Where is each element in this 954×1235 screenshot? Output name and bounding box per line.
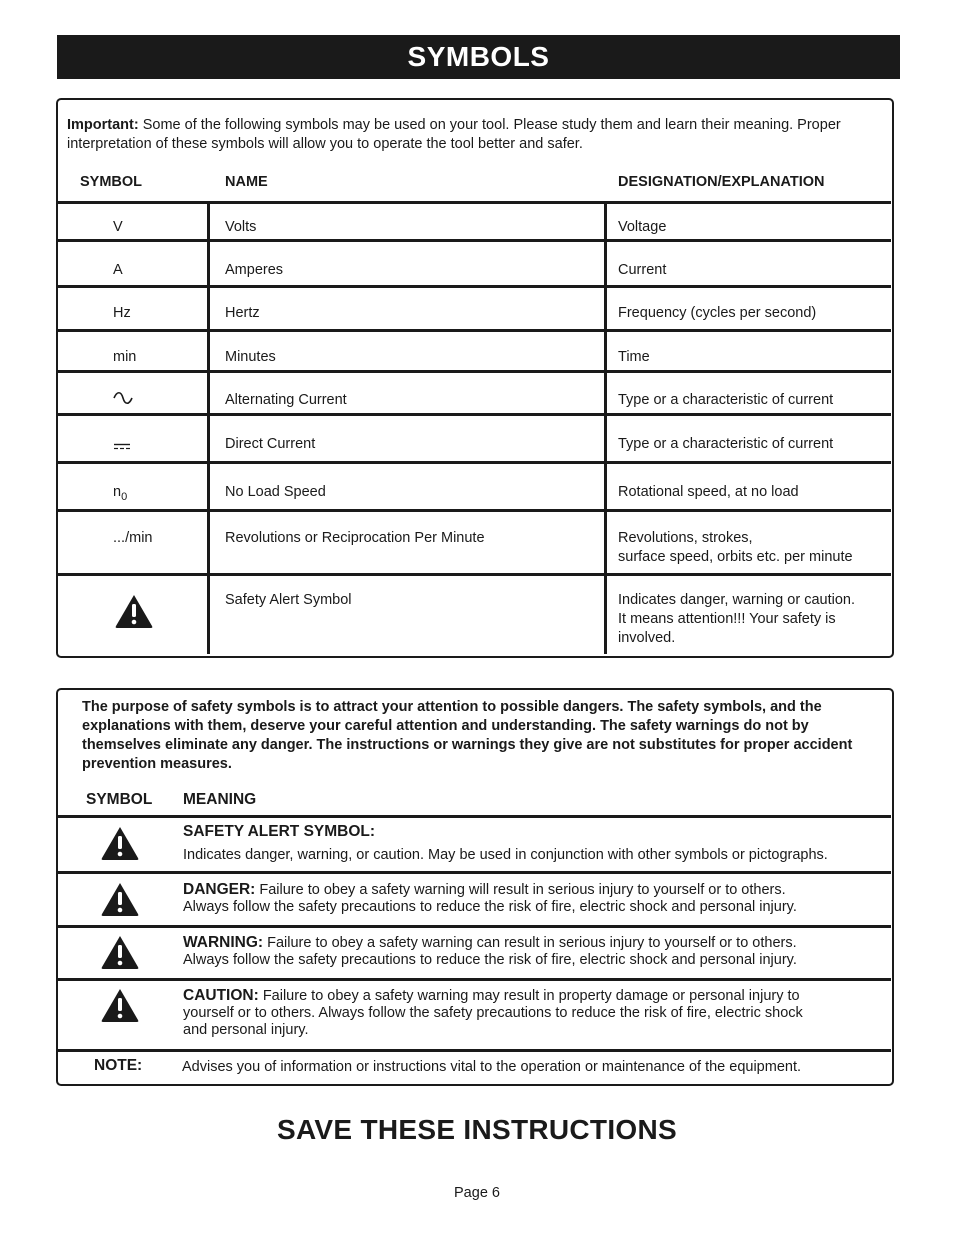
designation-minutes: Time xyxy=(618,349,650,365)
alternating-current-icon xyxy=(113,390,133,411)
symbol-hertz: Hz xyxy=(113,305,131,321)
name-alternating-current: Alternating Current xyxy=(225,392,347,408)
danger-alert-icon xyxy=(100,881,140,917)
designation-no-load-speed: Rotational speed, at no load xyxy=(618,484,799,500)
table-rule xyxy=(58,871,891,874)
table-rule xyxy=(58,978,891,981)
table-rule xyxy=(58,285,891,288)
safety-alert-text: Indicates danger, warning, or caution. May be used in conjunction with other symbols or pictographs. xyxy=(183,847,828,863)
designation-per-minute: Revolutions, strokes, surface speed, orbits etc. per minute xyxy=(618,530,853,565)
warning-label: WARNING: xyxy=(183,934,264,951)
safety-alert-label: SAFETY ALERT SYMBOL: xyxy=(183,823,376,840)
direct-current-icon xyxy=(114,438,130,456)
table-rule xyxy=(58,329,891,332)
important-text: Some of the following symbols may be used on your tool. Please study them and learn their meaning. Proper interpretation of these symbols will allow you to operate the tool better and safer. xyxy=(67,117,841,152)
table-rule xyxy=(58,509,891,512)
warning-alert-icon xyxy=(100,934,140,970)
caution-alert-icon xyxy=(100,987,140,1023)
table-rule xyxy=(58,573,891,576)
name-volts: Volts xyxy=(225,219,257,235)
name-no-load-speed: No Load Speed xyxy=(225,484,326,500)
table-rule xyxy=(58,239,891,242)
danger-meaning: DANGER: Failure to obey a safety warning will result in serious injury to yourself or to others. Always follow the safety precautions to reduce the risk of fire, electric shock and personal injury. xyxy=(183,881,797,915)
name-hertz: Hertz xyxy=(225,305,260,321)
note-label: NOTE: xyxy=(94,1057,143,1074)
safety-meanings-table xyxy=(56,688,894,1086)
name-safety-alert: Safety Alert Symbol xyxy=(225,592,352,608)
table-rule xyxy=(58,370,891,373)
header-meaning: MEANING xyxy=(183,791,257,808)
designation-direct-current: Type or a characteristic of current xyxy=(618,436,834,452)
page-title: SYMBOLS xyxy=(57,35,900,79)
symbol-per-minute: .../min xyxy=(113,530,153,546)
save-instructions-heading: SAVE THESE INSTRUCTIONS xyxy=(277,1114,677,1145)
table-rule xyxy=(58,413,891,416)
symbol-volts: V xyxy=(113,219,123,235)
header-name: NAME xyxy=(225,174,268,190)
table-rule xyxy=(58,815,891,818)
table-rule xyxy=(58,1049,891,1052)
important-note xyxy=(67,116,892,154)
name-minutes: Minutes xyxy=(225,349,276,365)
warning-meaning: WARNING: Failure to obey a safety warning can result in serious injury to yourself or to others. Always follow the safety precautions to reduce the risk of fire, electric shock and personal injury. xyxy=(183,934,797,968)
symbols-table xyxy=(56,98,894,658)
header-symbol: SYMBOL xyxy=(80,174,143,190)
symbol-amperes: A xyxy=(113,262,123,278)
designation-amperes: Current xyxy=(618,262,667,278)
table-rule xyxy=(58,201,891,204)
header-symbol: SYMBOL xyxy=(86,791,153,808)
header-designation: DESIGNATION/EXPLANATION xyxy=(618,174,825,190)
designation-hertz: Frequency (cycles per second) xyxy=(618,305,817,321)
designation-alternating-current: Type or a characteristic of current xyxy=(618,392,834,408)
table-divider xyxy=(604,201,607,654)
designation-volts: Voltage xyxy=(618,219,667,235)
safety-alert-meaning xyxy=(183,823,883,864)
name-amperes: Amperes xyxy=(225,262,284,278)
caution-label: CAUTION: xyxy=(183,987,259,1004)
note-text: Advises you of information or instructions vital to the operation or maintenance of the equipment. xyxy=(182,1059,802,1075)
name-per-minute: Revolutions or Reciprocation Per Minute xyxy=(225,530,485,546)
caution-meaning: CAUTION: Failure to obey a safety warning may result in property damage or personal injury to yourself or to others. Always follow the safety precautions to reduce the risk of fire, electric shock and personal injury. xyxy=(183,987,803,1038)
symbol-minutes: min xyxy=(113,349,137,365)
name-direct-current: Direct Current xyxy=(225,436,316,452)
safety-alert-icon xyxy=(100,825,140,861)
table-rule xyxy=(58,925,891,928)
safety-alert-icon xyxy=(114,593,154,629)
symbol-no-load-speed: $n_0$ xyxy=(113,484,128,503)
designation-safety-alert: Indicates danger, warning or caution. It means attention!!! Your safety is involved. xyxy=(618,592,855,646)
important-label: Important: xyxy=(67,117,139,133)
danger-label: DANGER: xyxy=(183,881,256,898)
page-number: Page 6 xyxy=(454,1185,500,1201)
table-divider xyxy=(207,201,210,654)
table-rule xyxy=(58,461,891,464)
purpose-text: The purpose of safety symbols is to attract your attention to possible dangers. The safety symbols, and the explanations with them, deserve your careful attention and understanding. The safety warnings do not by themselves eliminate any danger. The instructions or warnings they give are not substitutes for proper accident prevention measures. xyxy=(82,699,853,772)
